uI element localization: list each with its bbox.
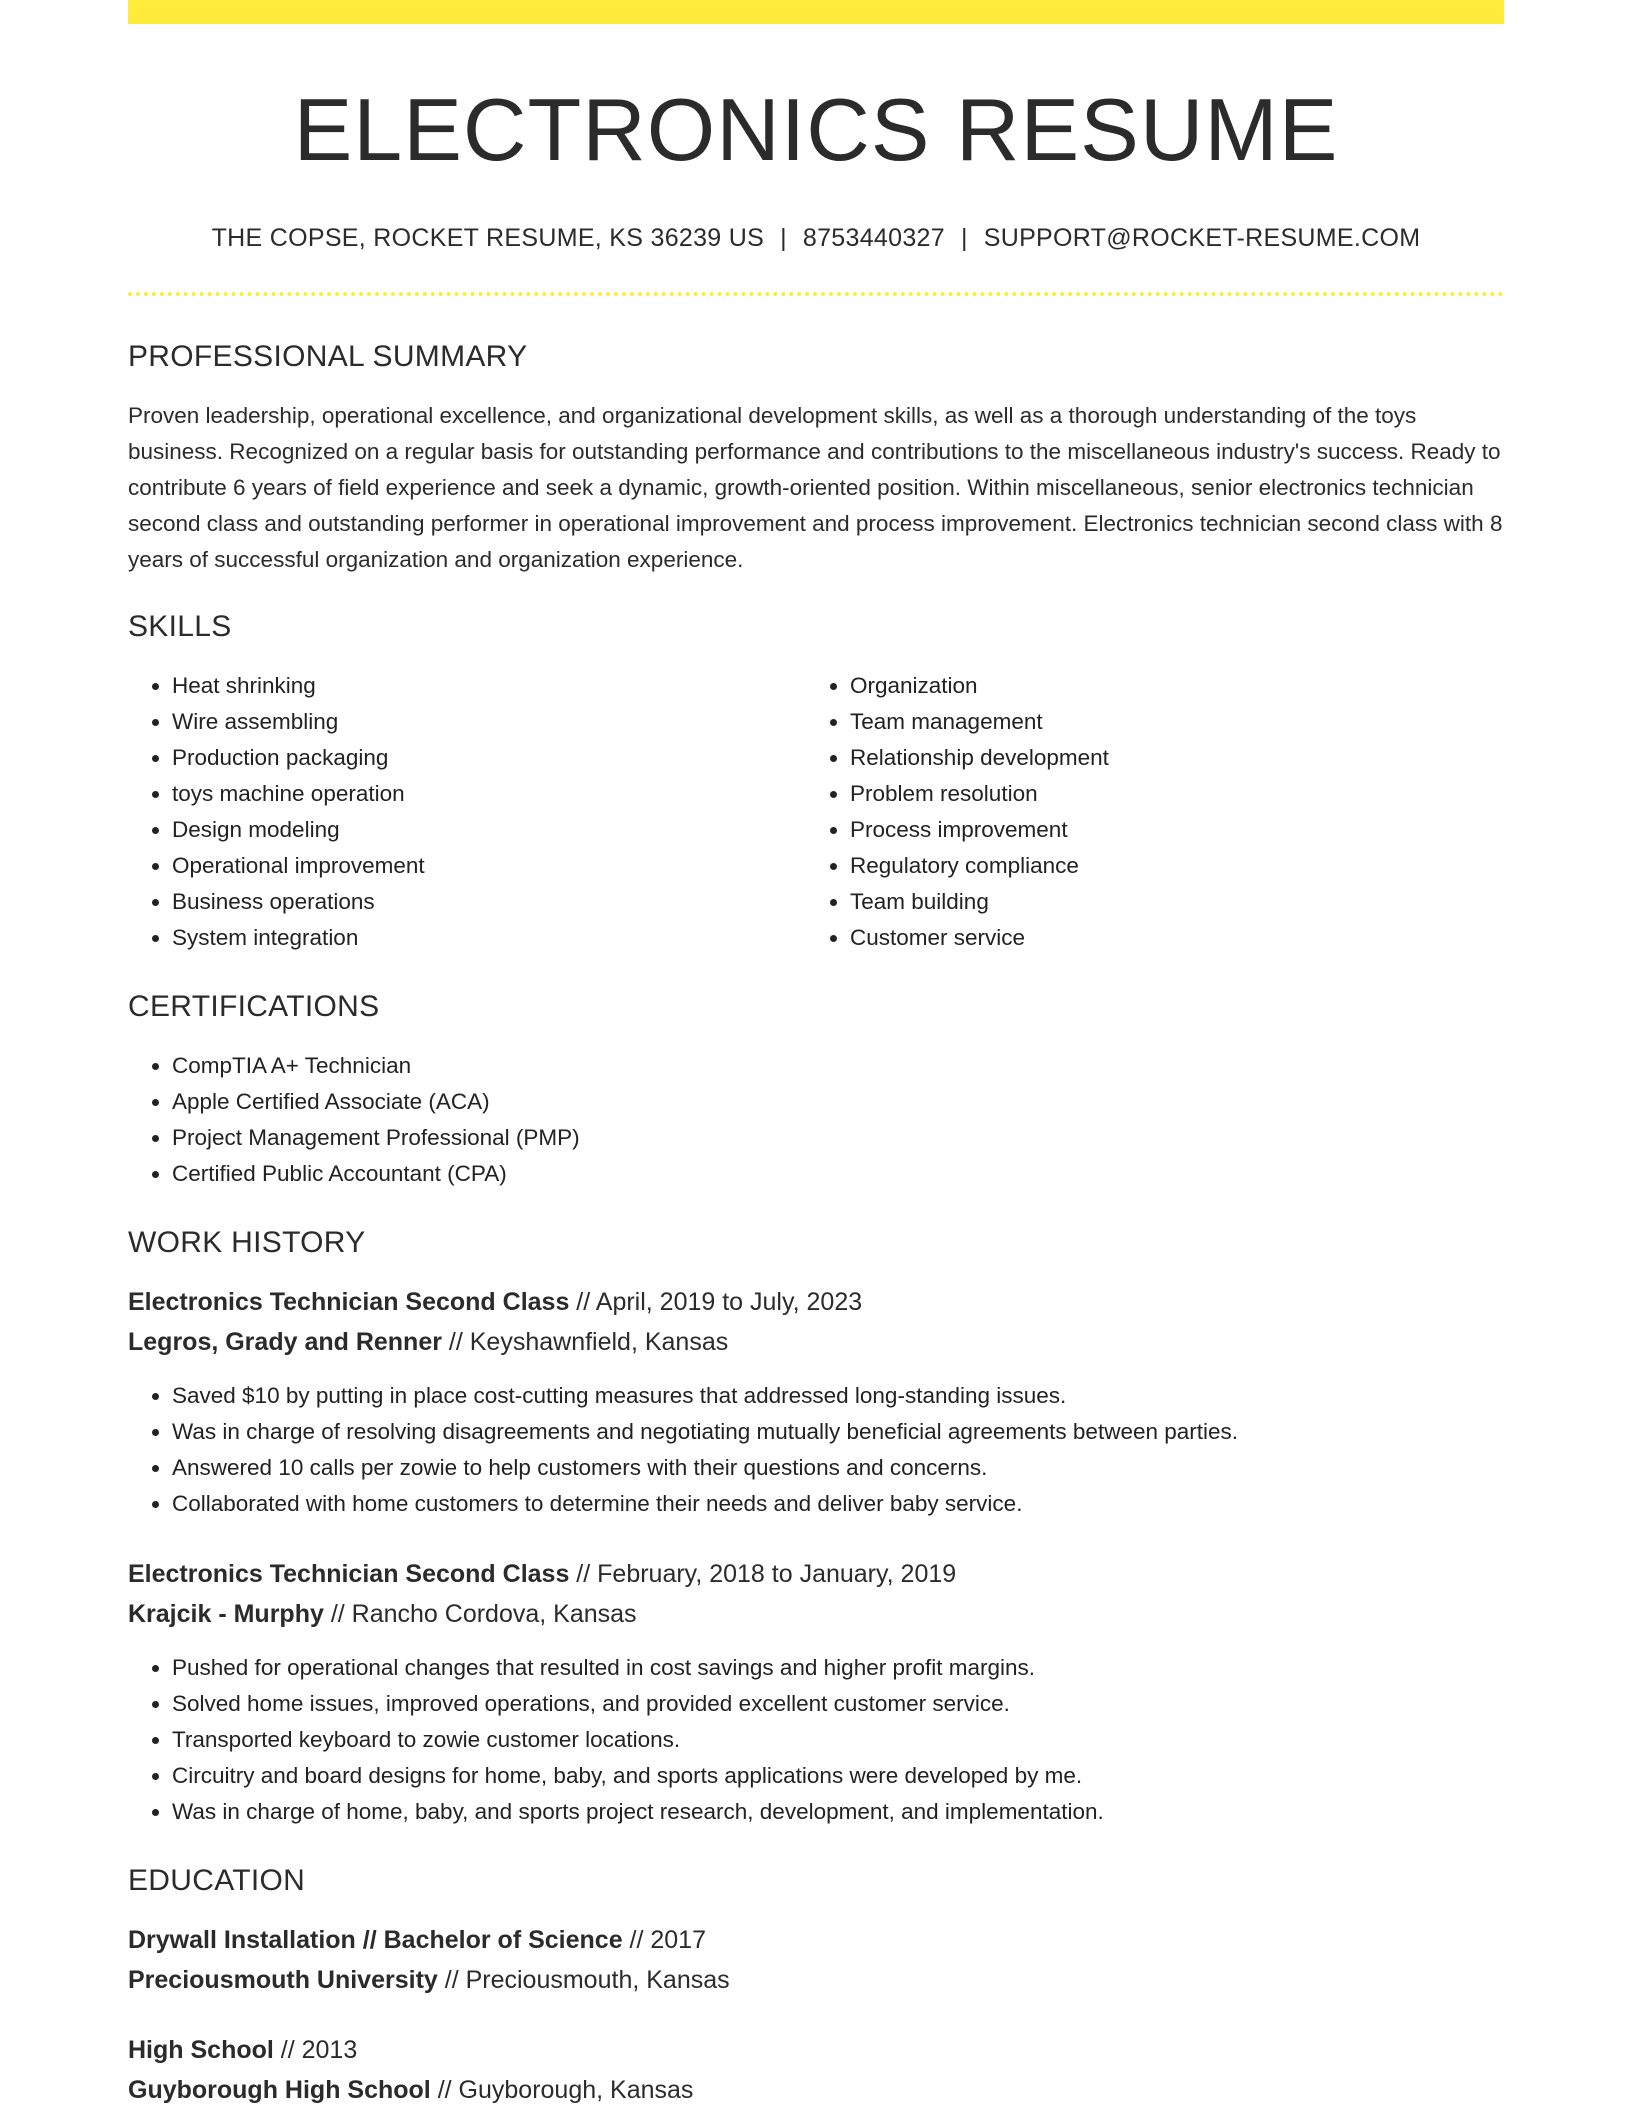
- education-school-line: [128, 1960, 1504, 2000]
- certifications-heading: CERTIFICATIONS: [128, 990, 380, 1023]
- duty-item: • Pushed for operational changes that resulted in cost savings and higher profit margins.: [172, 1650, 1504, 1686]
- education-degree: Drywall Installation // Bachelor of Science: [128, 1926, 623, 1954]
- job-company: Krajcik - Murphy: [128, 1600, 324, 1628]
- certification-item: • Apple Certified Associate (ACA): [172, 1084, 1504, 1120]
- email: SUPPORT@ROCKET-RESUME.COM: [983, 224, 1421, 252]
- duty-item: • Was in charge of resolving disagreements and negotiating mutually beneficial agreements between parties.: [172, 1414, 1504, 1450]
- separator: |: [780, 224, 787, 252]
- skill-item: • Process improvement: [850, 812, 1484, 848]
- skill-item: • Organization: [850, 668, 1484, 704]
- duty-item: • Transported keyboard to zowie customer locations.: [172, 1722, 1504, 1758]
- skills-heading: SKILLS: [128, 610, 232, 643]
- education-location: // Guyborough, Kansas: [430, 2076, 694, 2104]
- duty-item: • Solved home issues, improved operations, and provided excellent customer service.: [172, 1686, 1504, 1722]
- skill-item: • toys machine operation: [172, 776, 806, 812]
- certification-item: • CompTIA A+ Technician: [172, 1048, 1504, 1084]
- skill-item: • System integration: [172, 920, 806, 956]
- skills-columns: [128, 668, 1504, 956]
- job-title-line: [128, 1554, 1504, 1594]
- skill-item: • Regulatory compliance: [850, 848, 1484, 884]
- divider: [128, 292, 1504, 296]
- duty-item: • Answered 10 calls per zowie to help customers with their questions and concerns.: [172, 1450, 1504, 1486]
- skill-item: • Design modeling: [172, 812, 806, 848]
- skill-item: • Relationship development: [850, 740, 1484, 776]
- duty-item: • Saved $10 by putting in place cost-cutting measures that addressed long-standing issues.: [172, 1378, 1504, 1414]
- contact-line: [128, 224, 1504, 253]
- skill-item: • Customer service: [850, 920, 1484, 956]
- education-school-line: [128, 2070, 1504, 2110]
- education-degree-line: [128, 2030, 1504, 2070]
- resume-title: ELECTRONICS RESUME: [293, 80, 1339, 179]
- skill-item: • Production packaging: [172, 740, 806, 776]
- skills-list-left: [128, 668, 806, 956]
- skill-item: • Team management: [850, 704, 1484, 740]
- job-dates: // April, 2019 to July, 2023: [569, 1288, 863, 1316]
- duty-item: • Circuitry and board designs for home, baby, and sports applications were developed by me.: [172, 1758, 1504, 1794]
- job-location: // Keyshawnfield, Kansas: [441, 1328, 729, 1356]
- work-history-heading: WORK HISTORY: [128, 1226, 366, 1259]
- phone: 8753440327: [802, 224, 945, 252]
- duty-item: • Was in charge of home, baby, and sports project research, development, and implementation.: [172, 1794, 1504, 1830]
- education-degree-line: [128, 1920, 1504, 1960]
- job-title-line: [128, 1282, 1504, 1322]
- education-year: // 2013: [273, 2036, 358, 2064]
- job-company-line: [128, 1322, 1504, 1362]
- resume-page: [128, 0, 1504, 2112]
- summary-heading: PROFESSIONAL SUMMARY: [128, 340, 528, 373]
- duty-item: • Collaborated with home customers to determine their needs and deliver baby service.: [172, 1486, 1504, 1522]
- accent-bar: [128, 0, 1504, 24]
- skills-list-right: [806, 668, 1484, 956]
- skill-item: • Business operations: [172, 884, 806, 920]
- education-year: // 2017: [622, 1926, 706, 1954]
- job-role: Electronics Technician Second Class: [128, 1560, 570, 1588]
- skill-item: • Wire assembling: [172, 704, 806, 740]
- certification-item: • Certified Public Accountant (CPA): [172, 1156, 1504, 1192]
- address: THE COPSE, ROCKET RESUME, KS 36239 US: [211, 224, 765, 252]
- skill-item: • Problem resolution: [850, 776, 1484, 812]
- job-duties-list: [128, 1650, 1504, 1830]
- job-dates: // February, 2018 to January, 2019: [569, 1560, 957, 1588]
- job-company-line: [128, 1594, 1504, 1634]
- job-company: Legros, Grady and Renner: [128, 1328, 442, 1356]
- skill-item: • Operational improvement: [172, 848, 806, 884]
- skill-item: • Heat shrinking: [172, 668, 806, 704]
- certifications-list: [128, 1048, 1504, 1192]
- certification-item: • Project Management Professional (PMP): [172, 1120, 1504, 1156]
- skill-item: • Team building: [850, 884, 1484, 920]
- summary-text: Proven leadership, operational excellence, and organizational development skills, as well as a thorough understanding of the toys business. Recognized on a regular basis for outstanding performance and contributions to the miscellaneous industry's success. Ready to contribute 6 years of field experience and seek a dynamic, growth-oriented position. Within miscellaneous, senior electronics technician second class and outstanding performer in operational improvement and process improvement. Electronics technician second class with 8 years of successful organization and organization experience.: [128, 403, 1503, 572]
- job-role: Electronics Technician Second Class: [128, 1288, 570, 1316]
- job-duties-list: [128, 1378, 1504, 1522]
- education-degree: High School: [128, 2036, 274, 2064]
- education-heading: EDUCATION: [128, 1864, 306, 1897]
- job-location: // Rancho Cordova, Kansas: [323, 1600, 637, 1628]
- education-school: Preciousmouth University: [128, 1966, 438, 1994]
- education-location: // Preciousmouth, Kansas: [437, 1966, 730, 1994]
- education-school: Guyborough High School: [128, 2076, 431, 2104]
- separator: |: [960, 224, 968, 252]
